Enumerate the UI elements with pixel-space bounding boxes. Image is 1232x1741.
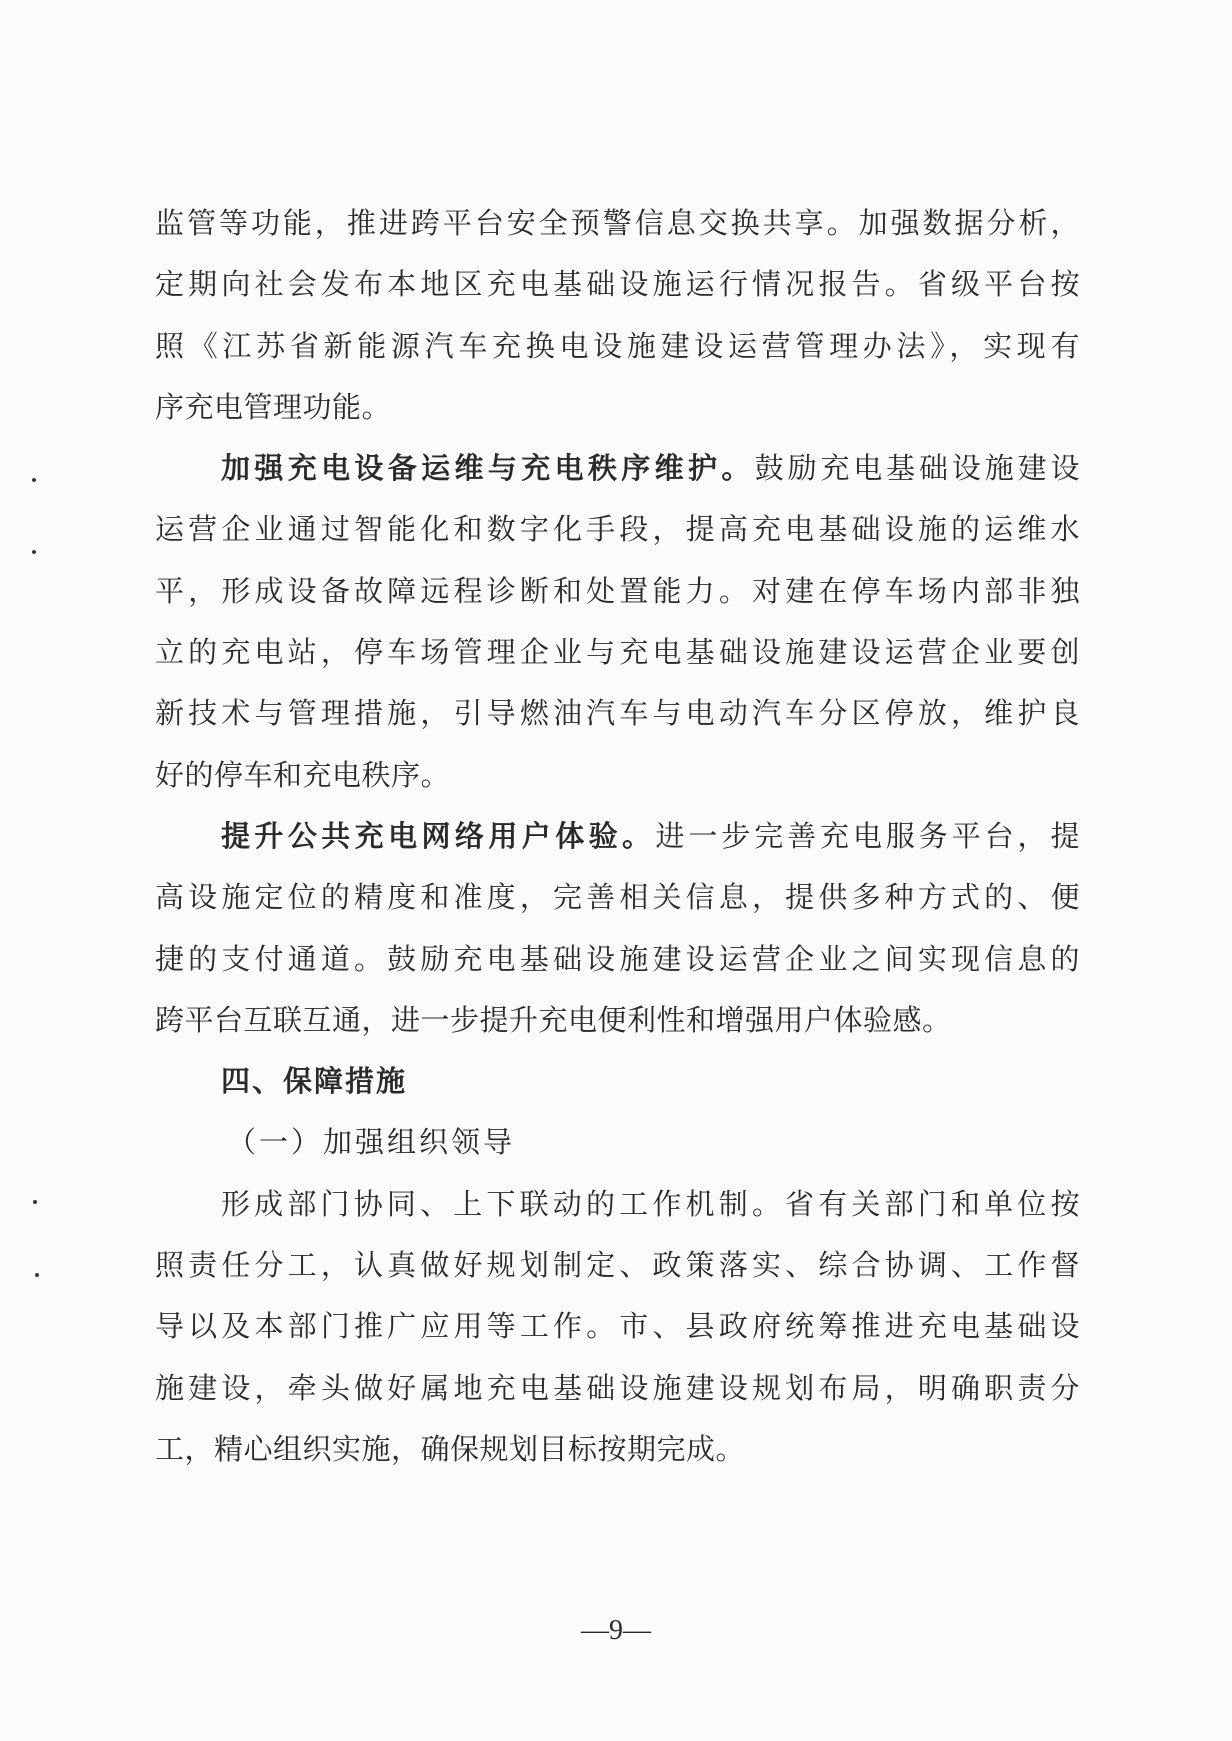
section-heading: 四、保障措施 (221, 1064, 408, 1099)
margin-dot (35, 1273, 39, 1277)
paragraph-line: 立的充电站，停车场管理企业与充电基础设施建设运营企业要创 (155, 635, 1080, 670)
paragraph-line: 施建设，牵头做好属地充电基础设施建设规划布局，明确职责分 (155, 1370, 1080, 1405)
paragraph-lead: 提升公共充电网络用户体验。 (221, 818, 656, 853)
paragraph-first-line: 形成部门协同、上下联动的工作机制。省有关部门和单位按 (221, 1186, 1080, 1221)
paragraph-line: 序充电管理功能。 (155, 389, 392, 424)
paragraph-line: 跨平台互联互通，进一步提升充电便利性和增强用户体验感。 (155, 1002, 952, 1037)
margin-dot (32, 550, 36, 554)
paragraph-line: 平，形成设备故障远程诊断和处置能力。对建在停车场内部非独 (155, 573, 1080, 608)
page-number: —9— (581, 1615, 651, 1646)
paragraph-line: 定期向社会发布本地区充电基础设施运行情况报告。省级平台按 (155, 267, 1080, 302)
paragraph-line: 运营企业通过智能化和数字化手段，提高充电基础设施的运维水 (155, 512, 1080, 547)
margin-dot (33, 1200, 37, 1204)
body-text (155, 193, 1080, 1480)
margin-dot (32, 478, 36, 482)
paragraph-line: 捷的支付通道。鼓励充电基础设施建设运营企业之间实现信息的 (155, 941, 1080, 976)
paragraph-line: 好的停车和充电秩序。 (155, 757, 451, 792)
paragraph-first-line (155, 438, 1080, 499)
sub-heading: （一）加强组织领导 (227, 1125, 516, 1160)
paragraph-line: 照责任分工，认真做好规划制定、政策落实、综合协调、工作督 (155, 1248, 1080, 1283)
paragraph-text: 进一步完善充电服务平台，提 (655, 818, 1080, 853)
paragraph-line: 新技术与管理措施，引导燃油汽车与电动汽车分区停放，维护良 (155, 696, 1080, 731)
paragraph-line: 照《江苏省新能源汽车充换电设施建设运营管理办法》，实现有 (155, 328, 1080, 363)
paragraph-line: 导以及本部门推广应用等工作。市、县政府统筹推进充电基础设 (155, 1309, 1080, 1344)
paragraph-lead: 加强充电设备运维与充电秩序维护。 (221, 451, 755, 486)
paragraph-text: 鼓励充电基础设施建设 (754, 451, 1080, 486)
paragraph-line: 高设施定位的精度和准度，完善相关信息，提供多种方式的、便 (155, 880, 1080, 915)
paragraph-first-line (155, 806, 1080, 867)
paragraph-line: 监管等功能，推进跨平台安全预警信息交换共享。加强数据分析， (155, 206, 1080, 240)
paragraph-line: 工，精心组织实施，确保规划目标按期完成。 (155, 1431, 746, 1466)
